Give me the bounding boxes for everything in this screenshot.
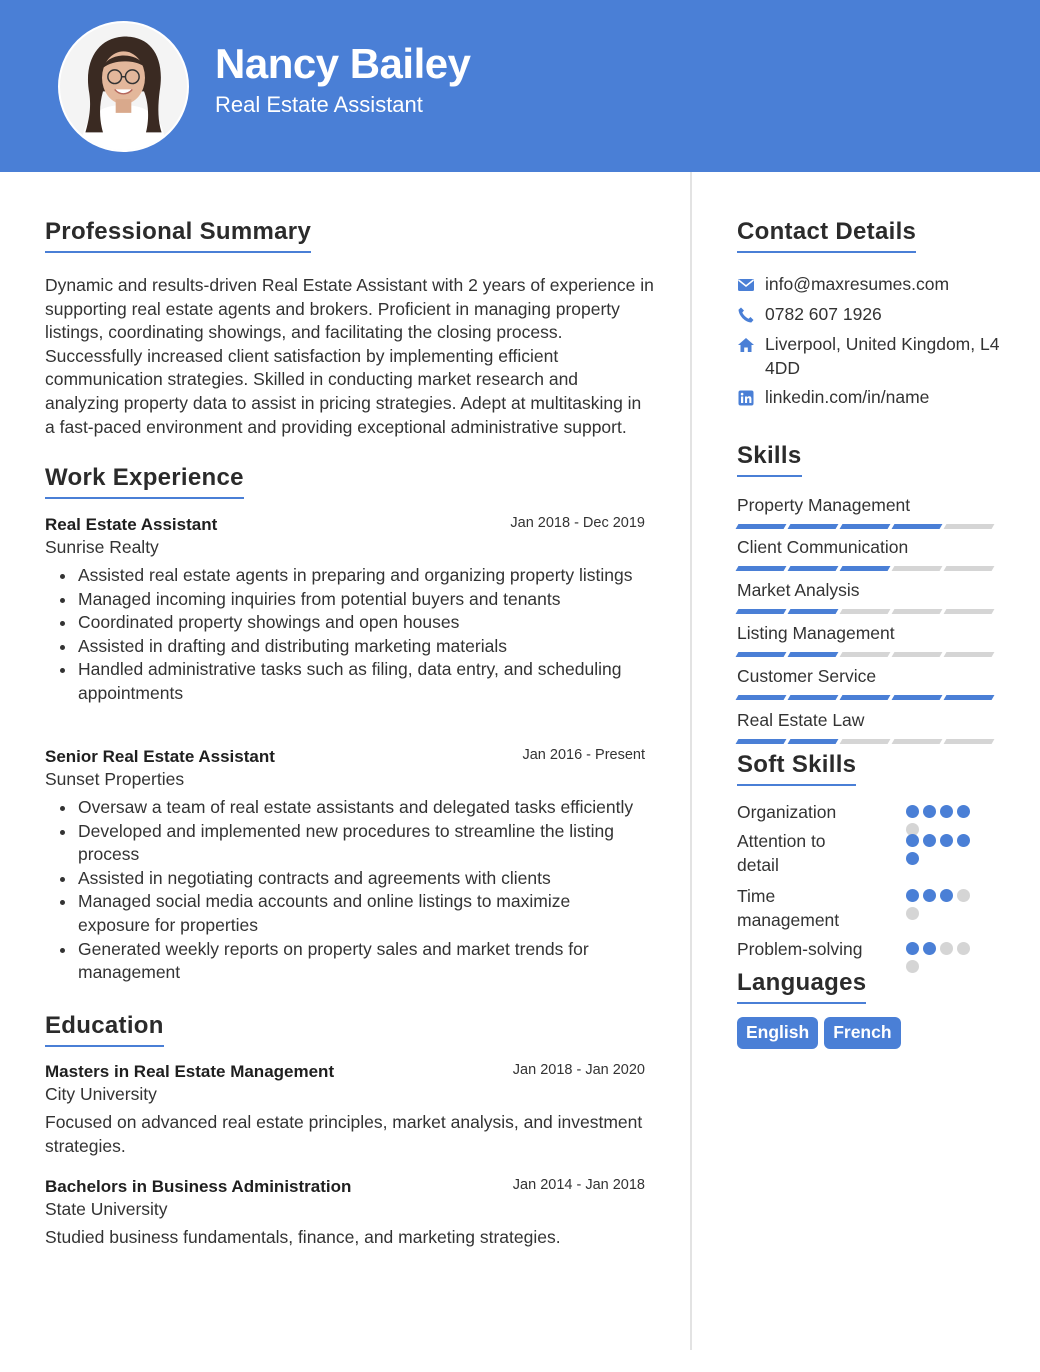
rating-dot [957,889,970,902]
job-title: Senior Real Estate Assistant [45,747,275,766]
summary-heading: Professional Summary [45,219,311,253]
rating-dot [906,960,919,973]
job-entry [45,747,645,985]
skill-level-segment [840,695,891,700]
job-bullet: Managed social media accounts and online listings to maximize exposure for properties [45,890,645,937]
candidate-title: Real Estate Assistant [215,92,423,117]
skill-level-bar [737,652,993,657]
skill-level-bar [737,566,993,571]
job-company: Sunset Properties [45,769,185,789]
contact-linkedin-text: linkedin.com/in/name [765,387,930,407]
summary-text: Dynamic and results-driven Real Estate Assistant with 2 years of experience in supporting real estate agents and brokers. Proficient in managing property listings, coordinating showings, and facilitating the closing process. Successfully increased client satisfaction by implementing efficient communication strategies. Skilled in conducting market research and analyzing property data to assist in pricing strategies. Adept at multitasking in a fast-paced environment and providing exceptional administrative support. [45,275,654,437]
rating-dot [906,907,919,920]
skill-level-segment [840,524,891,529]
soft-skill-rating [906,834,986,870]
skill-name: Customer Service [737,666,877,686]
skill-level-segment [840,609,891,614]
rating-dot [906,805,919,818]
skill-level-segment [944,739,995,744]
job-bullet: Managed incoming inquiries from potential buyers and tenants [45,588,645,612]
job-entry [45,515,645,706]
job-bullets [45,796,645,985]
school-name: State University [45,1199,168,1219]
soft-skills-heading: Soft Skills [737,752,856,786]
skill-level-segment [944,695,995,700]
profile-photo-avatar [60,23,187,150]
skill-level-segment [840,739,891,744]
work-heading: Work Experience [45,465,244,499]
skill-level-segment [736,524,787,529]
soft-skill-name: Attention to detail [737,831,826,875]
rating-dot [957,834,970,847]
skill-level-segment [736,566,787,571]
rating-dot [923,805,936,818]
contact-location-text: Liverpool, United Kingdom, L4 4DD [765,334,1000,378]
language-badge: French [824,1017,900,1049]
linkedin-icon [737,389,755,407]
skill-level-segment [892,609,943,614]
skill-level-segment [840,566,891,571]
soft-skill-name: Problem-solving [737,939,863,959]
job-bullet: Coordinated property showings and open houses [45,611,645,635]
skill-item [737,580,993,614]
skill-level-segment [788,609,839,614]
education-description: Studied business fundamentals, finance, and marketing strategies. [45,1227,561,1247]
job-bullet: Handled administrative tasks such as filing, data entry, and scheduling appointments [45,658,645,705]
languages-heading: Languages [737,970,866,1004]
job-date: Jan 2018 - Dec 2019 [510,515,645,531]
rating-dot [906,852,919,865]
skill-level-segment [788,695,839,700]
skill-name: Market Analysis [737,580,860,600]
skill-level-segment [788,739,839,744]
skill-level-bar [737,609,993,614]
rating-dot [940,942,953,955]
soft-skill-name: Time management [737,886,840,930]
soft-skill-item [737,938,987,962]
skills-heading: Skills [737,443,802,477]
rating-dot [923,889,936,902]
education-date: Jan 2014 - Jan 2018 [512,1177,645,1193]
skill-level-segment [736,609,787,614]
skill-level-segment [736,652,787,657]
skill-level-segment [892,739,943,744]
degree-title: Bachelors in Business Administration [45,1177,352,1196]
education-heading: Education [45,1013,164,1047]
education-date: Jan 2018 - Jan 2020 [512,1062,645,1078]
soft-skill-item [737,801,987,825]
skill-item [737,537,993,571]
skill-level-segment [840,652,891,657]
home-icon [737,336,755,354]
degree-title: Masters in Real Estate Management [45,1062,335,1081]
job-bullet: Developed and implemented new procedures to streamline the listing process [45,820,645,867]
soft-skill-name: Organization [737,802,837,822]
school-name: City University [45,1084,157,1104]
profile-photo [58,21,189,152]
skill-level-segment [788,524,839,529]
skill-item [737,495,993,529]
skill-name: Client Communication [737,537,909,557]
contact-email-text: info@maxresumes.com [765,274,950,294]
resume-header [0,0,1040,172]
skill-level-segment [944,524,995,529]
job-bullet: Generated weekly reports on property sales and market trends for management [45,938,645,985]
rating-dot [906,942,919,955]
contact-phone-text: 0782 607 1926 [765,304,882,324]
skill-level-bar [737,524,993,529]
education-entry [45,1062,645,1158]
envelope-icon [737,276,755,294]
soft-skill-rating [906,889,986,925]
skill-item [737,666,993,700]
skill-level-segment [944,566,995,571]
job-title: Real Estate Assistant [45,515,218,534]
rating-dot [940,889,953,902]
skill-level-segment [892,695,943,700]
job-bullets [45,564,645,706]
rating-dot [957,942,970,955]
skill-level-segment [944,652,995,657]
job-bullet: Oversaw a team of real estate assistants and delegated tasks efficiently [45,796,645,820]
job-bullet: Assisted in drafting and distributing marketing materials [45,635,645,659]
rating-dot [923,942,936,955]
skill-level-bar [737,695,993,700]
language-badge: English [737,1017,818,1049]
rating-dot [940,805,953,818]
rating-dot [906,889,919,902]
soft-skill-item [737,885,987,932]
job-bullet: Assisted real estate agents in preparing and organizing property listings [45,564,645,588]
skill-level-segment [736,739,787,744]
skill-level-segment [944,609,995,614]
skill-level-bar [737,739,993,744]
skill-item [737,710,993,744]
skill-name: Property Management [737,495,911,515]
skill-level-segment [736,695,787,700]
skill-name: Real Estate Law [737,710,865,730]
candidate-name: Nancy Bailey [215,40,471,87]
job-company: Sunrise Realty [45,537,159,557]
education-entry [45,1177,645,1250]
job-bullet: Assisted in negotiating contracts and agreements with clients [45,867,645,891]
rating-dot [906,834,919,847]
contact-heading: Contact Details [737,219,916,253]
phone-icon [737,306,755,324]
column-divider [690,172,692,1350]
rating-dot [923,834,936,847]
soft-skill-item [737,830,987,877]
skill-item [737,623,993,657]
languages-list [737,1017,901,1049]
skill-name: Listing Management [737,623,895,643]
job-date: Jan 2016 - Present [522,747,645,763]
rating-dot [957,805,970,818]
skill-level-segment [892,566,943,571]
skill-level-segment [788,652,839,657]
rating-dot [940,834,953,847]
skill-level-segment [892,652,943,657]
education-description: Focused on advanced real estate principles, market analysis, and investment strategies. [45,1112,643,1156]
soft-skill-rating [906,942,986,978]
skill-level-segment [892,524,943,529]
skill-level-segment [788,566,839,571]
